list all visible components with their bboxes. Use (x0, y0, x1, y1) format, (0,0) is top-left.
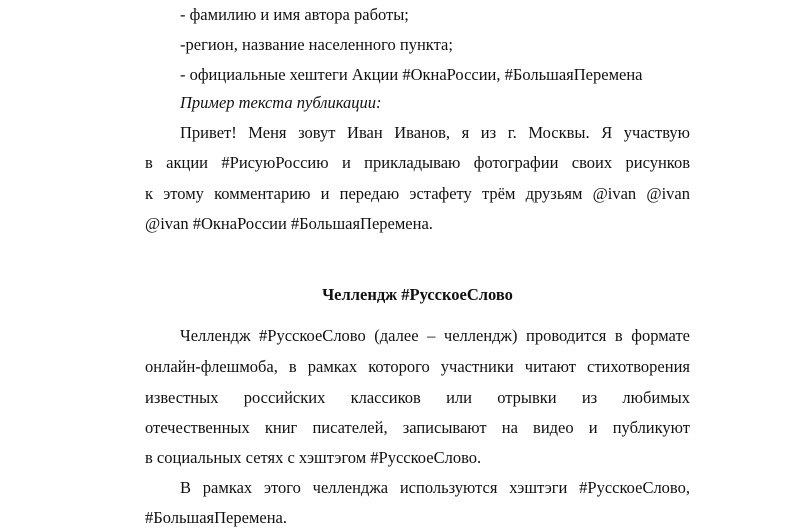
challenge-paragraph2-line-1: В рамках этого челленджа используются хэштэги #РусскоеСлово, (180, 478, 690, 497)
example-label: Пример текста публикации: (180, 93, 382, 112)
example-line-3: к этому комментарию и передаю эстафету трём друзьям @ivan @ivan (145, 184, 690, 203)
challenge-paragraph1-line-5: в социальных сетях с хэштэгом #РусскоеСлово. (145, 448, 482, 467)
challenge-paragraph1-line-3: известных российских классиков или отрывки из любимых (145, 388, 690, 407)
requirement-author: - фамилию и имя автора работы; (180, 5, 409, 24)
example-line-4: @ivan #ОкнаРоссии #БольшаяПеремена. (145, 214, 433, 233)
challenge-paragraph2-line-2: #БольшаяПеремена. (145, 508, 287, 527)
challenge-paragraph1-line-1: Челлендж #РусскоеСлово (далее – челлендж) проводится в формате (180, 326, 690, 345)
example-line-2: в акции #РисуюРоссию и прикладываю фотографии своих рисунков (145, 153, 690, 172)
example-line-1: Привет! Меня зовут Иван Иванов, я из г. Москвы. Я участвую (180, 123, 690, 142)
requirement-hashtags: - официальные хештеги Акции #ОкнаРоссии, #БольшаяПеремена (180, 65, 643, 84)
challenge-heading: Челлендж #РусскоеСлово (322, 285, 513, 304)
challenge-paragraph1-line-2: онлайн-флешмоба, в рамках которого участники читают стихотворения (145, 357, 690, 376)
challenge-paragraph1-line-4: отечественных книг писателей, записывают на видео и публикуют (145, 418, 690, 437)
requirement-region: -регион, название населенного пункта; (180, 35, 453, 54)
